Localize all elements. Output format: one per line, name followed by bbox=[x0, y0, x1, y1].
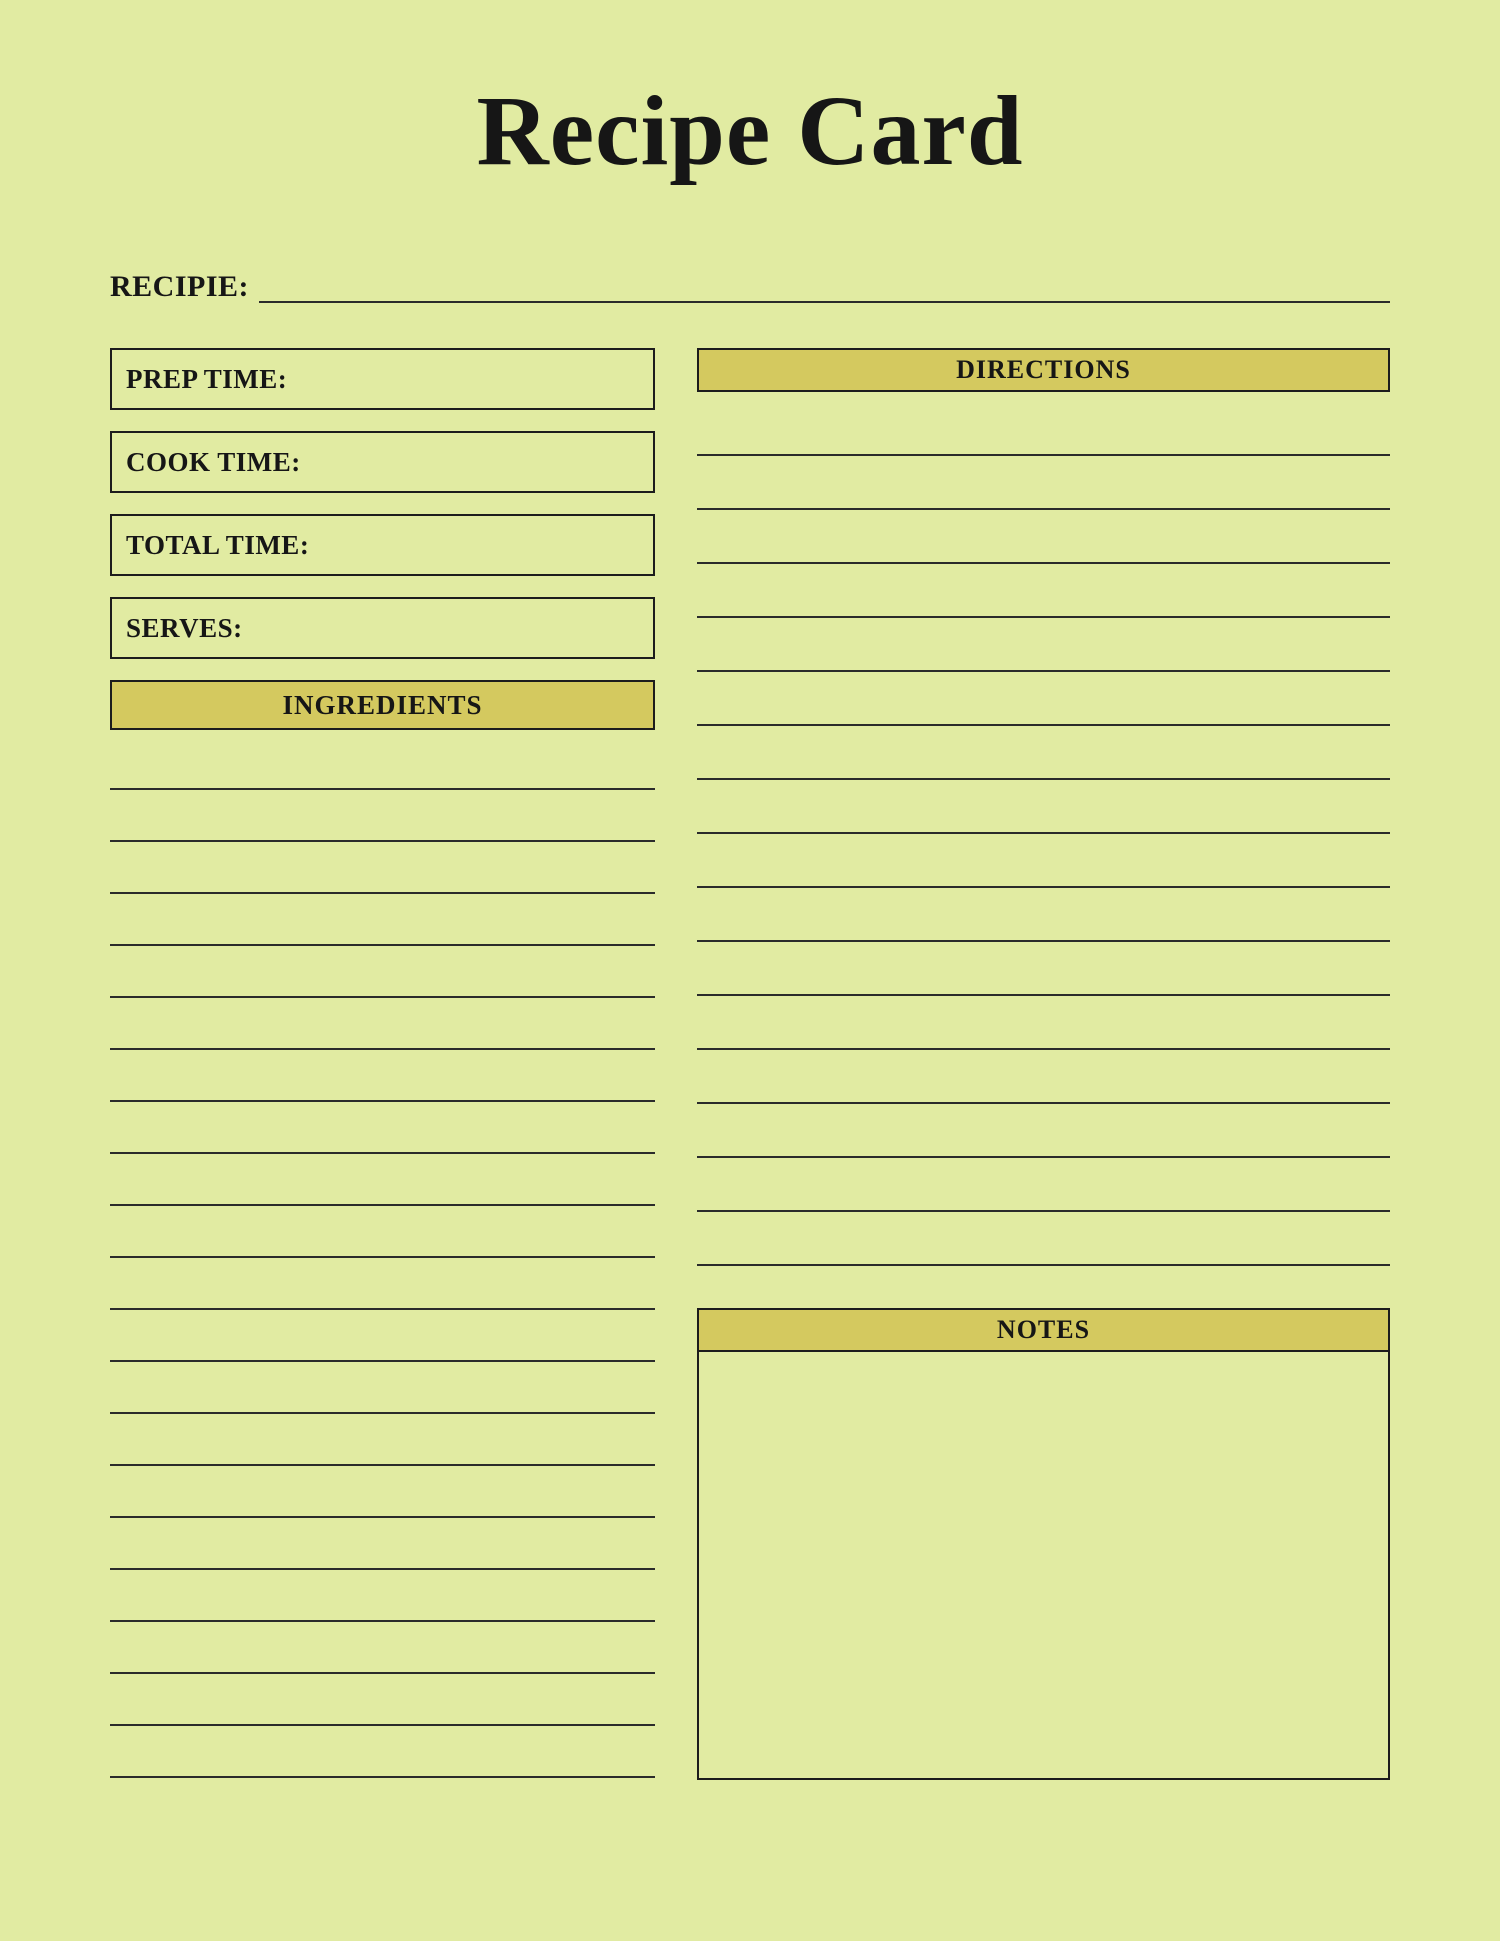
write-line bbox=[697, 564, 1390, 618]
content-columns bbox=[110, 348, 1390, 1780]
serves-label: SERVES: bbox=[126, 612, 243, 643]
write-line bbox=[110, 894, 655, 946]
cook-time-label: COOK TIME: bbox=[126, 446, 301, 477]
write-line bbox=[110, 1674, 655, 1726]
write-line bbox=[110, 1258, 655, 1310]
write-line bbox=[697, 780, 1390, 834]
ingredients-write-lines bbox=[110, 738, 655, 1778]
write-line bbox=[697, 1104, 1390, 1158]
write-line bbox=[697, 1050, 1390, 1104]
write-line bbox=[697, 1158, 1390, 1212]
right-column bbox=[697, 348, 1390, 1780]
write-line bbox=[697, 672, 1390, 726]
notes-title: NOTES bbox=[996, 1315, 1091, 1344]
write-line bbox=[697, 618, 1390, 672]
write-line bbox=[110, 1206, 655, 1258]
write-line bbox=[110, 946, 655, 998]
serves-field bbox=[110, 597, 655, 659]
recipe-name-row bbox=[110, 261, 1390, 303]
write-line bbox=[697, 1212, 1390, 1266]
write-line bbox=[697, 456, 1390, 510]
ingredients-title: INGREDIENTS bbox=[282, 689, 483, 720]
left-column bbox=[110, 348, 655, 1780]
write-line bbox=[110, 998, 655, 1050]
write-line bbox=[110, 1362, 655, 1414]
directions-write-lines bbox=[697, 402, 1390, 1266]
write-line bbox=[110, 1466, 655, 1518]
page-title: Recipe Card bbox=[476, 75, 1024, 186]
recipe-name-write-line bbox=[259, 261, 1390, 303]
write-line bbox=[697, 726, 1390, 780]
total-time-field bbox=[110, 514, 655, 576]
recipe-name-label: RECIPIE: bbox=[110, 270, 250, 303]
write-line bbox=[110, 1310, 655, 1362]
notes-write-area bbox=[697, 1352, 1390, 1780]
total-time-label: TOTAL TIME: bbox=[126, 529, 310, 560]
write-line bbox=[697, 942, 1390, 996]
write-line bbox=[110, 790, 655, 842]
write-line bbox=[110, 1570, 655, 1622]
prep-time-field bbox=[110, 348, 655, 410]
write-line bbox=[697, 834, 1390, 888]
write-line bbox=[110, 1414, 655, 1466]
write-line bbox=[110, 1622, 655, 1674]
prep-time-label: PREP TIME: bbox=[126, 363, 288, 394]
write-line bbox=[697, 888, 1390, 942]
write-line bbox=[110, 1154, 655, 1206]
write-line bbox=[110, 1726, 655, 1778]
write-line bbox=[697, 402, 1390, 456]
write-line bbox=[697, 996, 1390, 1050]
write-line bbox=[110, 738, 655, 790]
write-line bbox=[110, 1102, 655, 1154]
ingredients-header bbox=[110, 680, 655, 730]
directions-title: DIRECTIONS bbox=[956, 355, 1131, 384]
cook-time-field bbox=[110, 431, 655, 493]
notes-header bbox=[697, 1308, 1390, 1352]
write-line bbox=[110, 1050, 655, 1102]
directions-header bbox=[697, 348, 1390, 392]
write-line bbox=[697, 510, 1390, 564]
write-line bbox=[110, 1518, 655, 1570]
write-line bbox=[110, 842, 655, 894]
